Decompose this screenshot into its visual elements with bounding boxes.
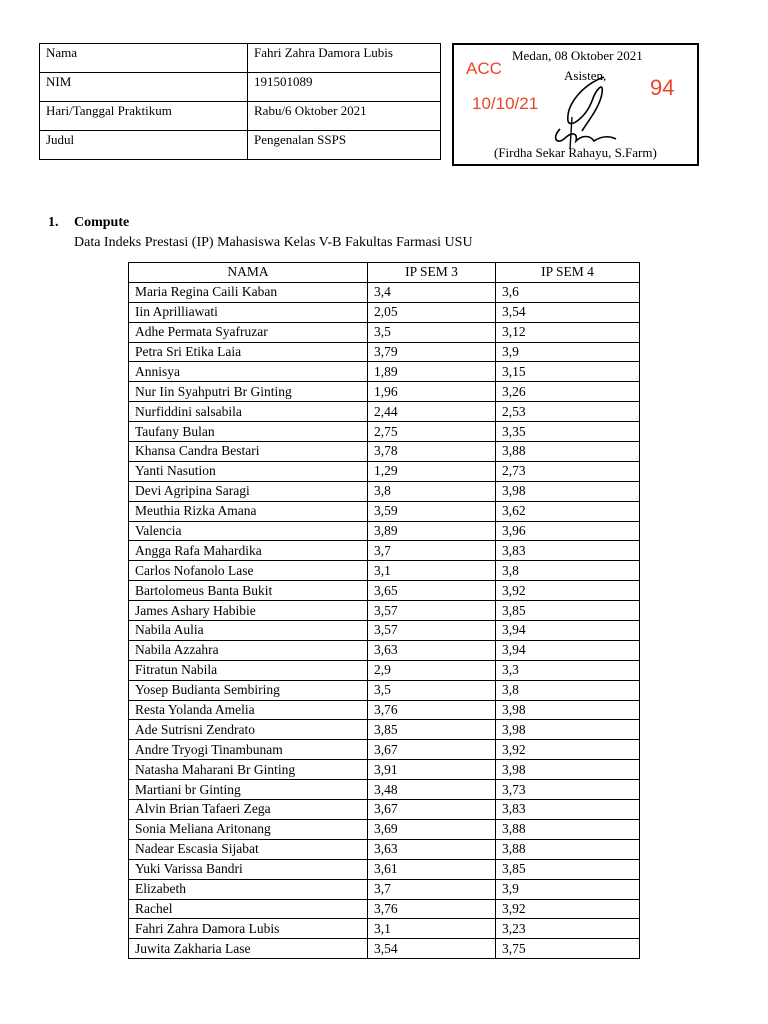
table-row [129, 581, 640, 601]
table-row [129, 700, 640, 720]
ip-sem-4-cell: 3,8 [496, 680, 640, 700]
table-row [129, 640, 640, 660]
ip-sem-3-cell: 3,76 [368, 700, 496, 720]
info-value: Fahri Zahra Damora Lubis [248, 44, 441, 73]
info-label: NIM [40, 73, 248, 102]
table-row [129, 442, 640, 462]
col-header-nama: NAMA [129, 263, 368, 283]
info-value: Rabu/6 Oktober 2021 [248, 102, 441, 131]
ip-sem-4-cell: 3,88 [496, 839, 640, 859]
student-name-cell: Nabila Aulia [129, 621, 368, 641]
table-row [129, 720, 640, 740]
table-row [129, 501, 640, 521]
table-row [129, 660, 640, 680]
table-row [129, 760, 640, 780]
student-name-cell: Nabila Azzahra [129, 640, 368, 660]
table-row [129, 879, 640, 899]
table-row [129, 680, 640, 700]
ip-sem-3-cell: 2,75 [368, 422, 496, 442]
table-row [129, 621, 640, 641]
table-row [129, 342, 640, 362]
info-row [40, 44, 441, 73]
student-name-cell: Natasha Maharani Br Ginting [129, 760, 368, 780]
student-name-cell: Carlos Nofanolo Lase [129, 561, 368, 581]
ip-sem-4-cell: 3,23 [496, 919, 640, 939]
student-name-cell: Annisya [129, 362, 368, 382]
student-name-cell: James Ashary Habibie [129, 601, 368, 621]
table-row [129, 819, 640, 839]
ip-sem-4-cell: 3,9 [496, 879, 640, 899]
ip-sem-3-cell: 3,1 [368, 561, 496, 581]
ip-sem-4-cell: 3,12 [496, 322, 640, 342]
ip-sem-3-cell: 3,1 [368, 919, 496, 939]
ip-sem-3-cell: 3,65 [368, 581, 496, 601]
student-name-cell: Valencia [129, 521, 368, 541]
table-row [129, 899, 640, 919]
ip-sem-4-cell: 3,85 [496, 601, 640, 621]
table-row [129, 839, 640, 859]
table-row [129, 422, 640, 442]
section-number: 1. [48, 215, 59, 230]
table-row [129, 302, 640, 322]
student-name-cell: Juwita Zakharia Lase [129, 939, 368, 959]
col-header-ip-sem-3: IP SEM 3 [368, 263, 496, 283]
student-name-cell: Ade Sutrisni Zendrato [129, 720, 368, 740]
ip-sem-3-cell: 3,5 [368, 680, 496, 700]
table-row [129, 461, 640, 481]
ip-sem-4-cell: 2,53 [496, 402, 640, 422]
student-name-cell: Khansa Candra Bestari [129, 442, 368, 462]
ip-sem-3-cell: 2,9 [368, 660, 496, 680]
table-row [129, 362, 640, 382]
student-name-cell: Yanti Nasution [129, 461, 368, 481]
student-name-cell: Fahri Zahra Damora Lubis [129, 919, 368, 939]
ip-table-header [129, 263, 640, 283]
ip-sem-4-cell: 3,83 [496, 541, 640, 561]
signature-icon [542, 71, 632, 151]
table-row [129, 780, 640, 800]
ip-sem-4-cell: 3,54 [496, 302, 640, 322]
info-row [40, 131, 441, 160]
student-name-cell: Iin Aprilliawati [129, 302, 368, 322]
table-row [129, 601, 640, 621]
student-name-cell: Nurfiddini salsabila [129, 402, 368, 422]
ip-sem-4-cell: 3,92 [496, 899, 640, 919]
info-row [40, 102, 441, 131]
table-row [129, 859, 640, 879]
ip-sem-4-cell: 3,35 [496, 422, 640, 442]
ip-sem-3-cell: 3,61 [368, 859, 496, 879]
student-name-cell: Nur Iin Syahputri Br Ginting [129, 382, 368, 402]
student-name-cell: Elizabeth [129, 879, 368, 899]
table-row [129, 800, 640, 820]
ip-sem-3-cell: 2,05 [368, 302, 496, 322]
ip-sem-3-cell: 1,29 [368, 461, 496, 481]
student-name-cell: Devi Agripina Saragi [129, 481, 368, 501]
col-header-ip-sem-4: IP SEM 4 [496, 263, 640, 283]
table-row [129, 521, 640, 541]
approval-date: Medan, 08 Oktober 2021 [512, 48, 643, 63]
ip-sem-3-cell: 3,4 [368, 282, 496, 302]
ip-sem-4-cell: 3,92 [496, 581, 640, 601]
ip-table [128, 262, 640, 959]
ip-sem-3-cell: 3,54 [368, 939, 496, 959]
info-label: Nama [40, 44, 248, 73]
ip-sem-3-cell: 3,7 [368, 541, 496, 561]
ip-sem-4-cell: 3,3 [496, 660, 640, 680]
ip-sem-4-cell: 3,98 [496, 720, 640, 740]
student-name-cell: Alvin Brian Tafaeri Zega [129, 800, 368, 820]
ip-sem-4-cell: 3,98 [496, 481, 640, 501]
student-name-cell: Petra Sri Etika Laia [129, 342, 368, 362]
signer-name: (Firdha Sekar Rahayu, S.Farm) [494, 145, 657, 160]
ip-sem-3-cell: 3,7 [368, 879, 496, 899]
ip-sem-4-cell: 3,96 [496, 521, 640, 541]
ip-sem-3-cell: 3,85 [368, 720, 496, 740]
info-row [40, 73, 441, 102]
table-row [129, 402, 640, 422]
ip-sem-4-cell: 3,8 [496, 561, 640, 581]
ip-sem-3-cell: 2,44 [368, 402, 496, 422]
info-label: Hari/Tanggal Praktikum [40, 102, 248, 131]
student-name-cell: Meuthia Rizka Amana [129, 501, 368, 521]
student-name-cell: Rachel [129, 899, 368, 919]
ip-sem-3-cell: 3,57 [368, 621, 496, 641]
table-row [129, 322, 640, 342]
ip-sem-4-cell: 3,9 [496, 342, 640, 362]
student-name-cell: Resta Yolanda Amelia [129, 700, 368, 720]
ip-sem-4-cell: 3,88 [496, 442, 640, 462]
student-name-cell: Fitratun Nabila [129, 660, 368, 680]
ip-sem-4-cell: 3,92 [496, 740, 640, 760]
student-name-cell: Angga Rafa Mahardika [129, 541, 368, 561]
acc-date: 10/10/21 [472, 94, 539, 113]
student-name-cell: Andre Tryogi Tinambunam [129, 740, 368, 760]
ip-sem-3-cell: 3,67 [368, 740, 496, 760]
student-name-cell: Sonia Meliana Aritonang [129, 819, 368, 839]
ip-sem-4-cell: 3,94 [496, 621, 640, 641]
student-name-cell: Maria Regina Caili Kaban [129, 282, 368, 302]
table-row [129, 939, 640, 959]
info-label: Judul [40, 131, 248, 160]
ip-sem-3-cell: 3,48 [368, 780, 496, 800]
ip-sem-3-cell: 3,63 [368, 839, 496, 859]
ip-sem-3-cell: 3,76 [368, 899, 496, 919]
ip-sem-4-cell: 3,73 [496, 780, 640, 800]
table-row [129, 740, 640, 760]
table-row [129, 561, 640, 581]
ip-sem-3-cell: 3,5 [368, 322, 496, 342]
ip-sem-4-cell: 3,15 [496, 362, 640, 382]
ip-sem-3-cell: 1,89 [368, 362, 496, 382]
ip-sem-4-cell: 3,94 [496, 640, 640, 660]
info-value: Pengenalan SSPS [248, 131, 441, 160]
ip-sem-4-cell: 3,6 [496, 282, 640, 302]
student-name-cell: Yosep Budianta Sembiring [129, 680, 368, 700]
student-name-cell: Bartolomeus Banta Bukit [129, 581, 368, 601]
table-row [129, 541, 640, 561]
score-mark: 94 [650, 75, 675, 100]
ip-sem-3-cell: 3,89 [368, 521, 496, 541]
ip-sem-3-cell: 3,79 [368, 342, 496, 362]
student-name-cell: Nadear Escasia Sijabat [129, 839, 368, 859]
student-name-cell: Yuki Varissa Bandri [129, 859, 368, 879]
ip-sem-4-cell: 3,98 [496, 700, 640, 720]
ip-sem-3-cell: 3,78 [368, 442, 496, 462]
table-row [129, 481, 640, 501]
ip-sem-3-cell: 3,59 [368, 501, 496, 521]
table-row [129, 382, 640, 402]
ip-sem-3-cell: 3,57 [368, 601, 496, 621]
table-row [129, 919, 640, 939]
ip-sem-4-cell: 3,83 [496, 800, 640, 820]
section-title: Compute [74, 215, 130, 230]
assistant-role: Asisten, [564, 68, 607, 83]
ip-sem-3-cell: 3,69 [368, 819, 496, 839]
student-name-cell: Adhe Permata Syafruzar [129, 322, 368, 342]
ip-sem-3-cell: 3,8 [368, 481, 496, 501]
ip-sem-3-cell: 1,96 [368, 382, 496, 402]
ip-sem-3-cell: 3,67 [368, 800, 496, 820]
student-name-cell: Martiani br Ginting [129, 780, 368, 800]
student-name-cell: Taufany Bulan [129, 422, 368, 442]
section-compute [48, 215, 473, 250]
ip-sem-4-cell: 3,85 [496, 859, 640, 879]
info-table [39, 43, 441, 160]
table-row [129, 282, 640, 302]
ip-sem-4-cell: 3,62 [496, 501, 640, 521]
approval-box [452, 43, 699, 166]
ip-sem-4-cell: 3,88 [496, 819, 640, 839]
acc-mark: ACC [466, 59, 502, 78]
ip-sem-4-cell: 3,26 [496, 382, 640, 402]
section-description: Data Indeks Prestasi (IP) Mahasiswa Kelas V-B Fakultas Farmasi USU [74, 235, 473, 250]
ip-sem-4-cell: 3,98 [496, 760, 640, 780]
info-value: 191501089 [248, 73, 441, 102]
ip-sem-4-cell: 3,75 [496, 939, 640, 959]
ip-sem-3-cell: 3,91 [368, 760, 496, 780]
ip-sem-3-cell: 3,63 [368, 640, 496, 660]
ip-sem-4-cell: 2,73 [496, 461, 640, 481]
